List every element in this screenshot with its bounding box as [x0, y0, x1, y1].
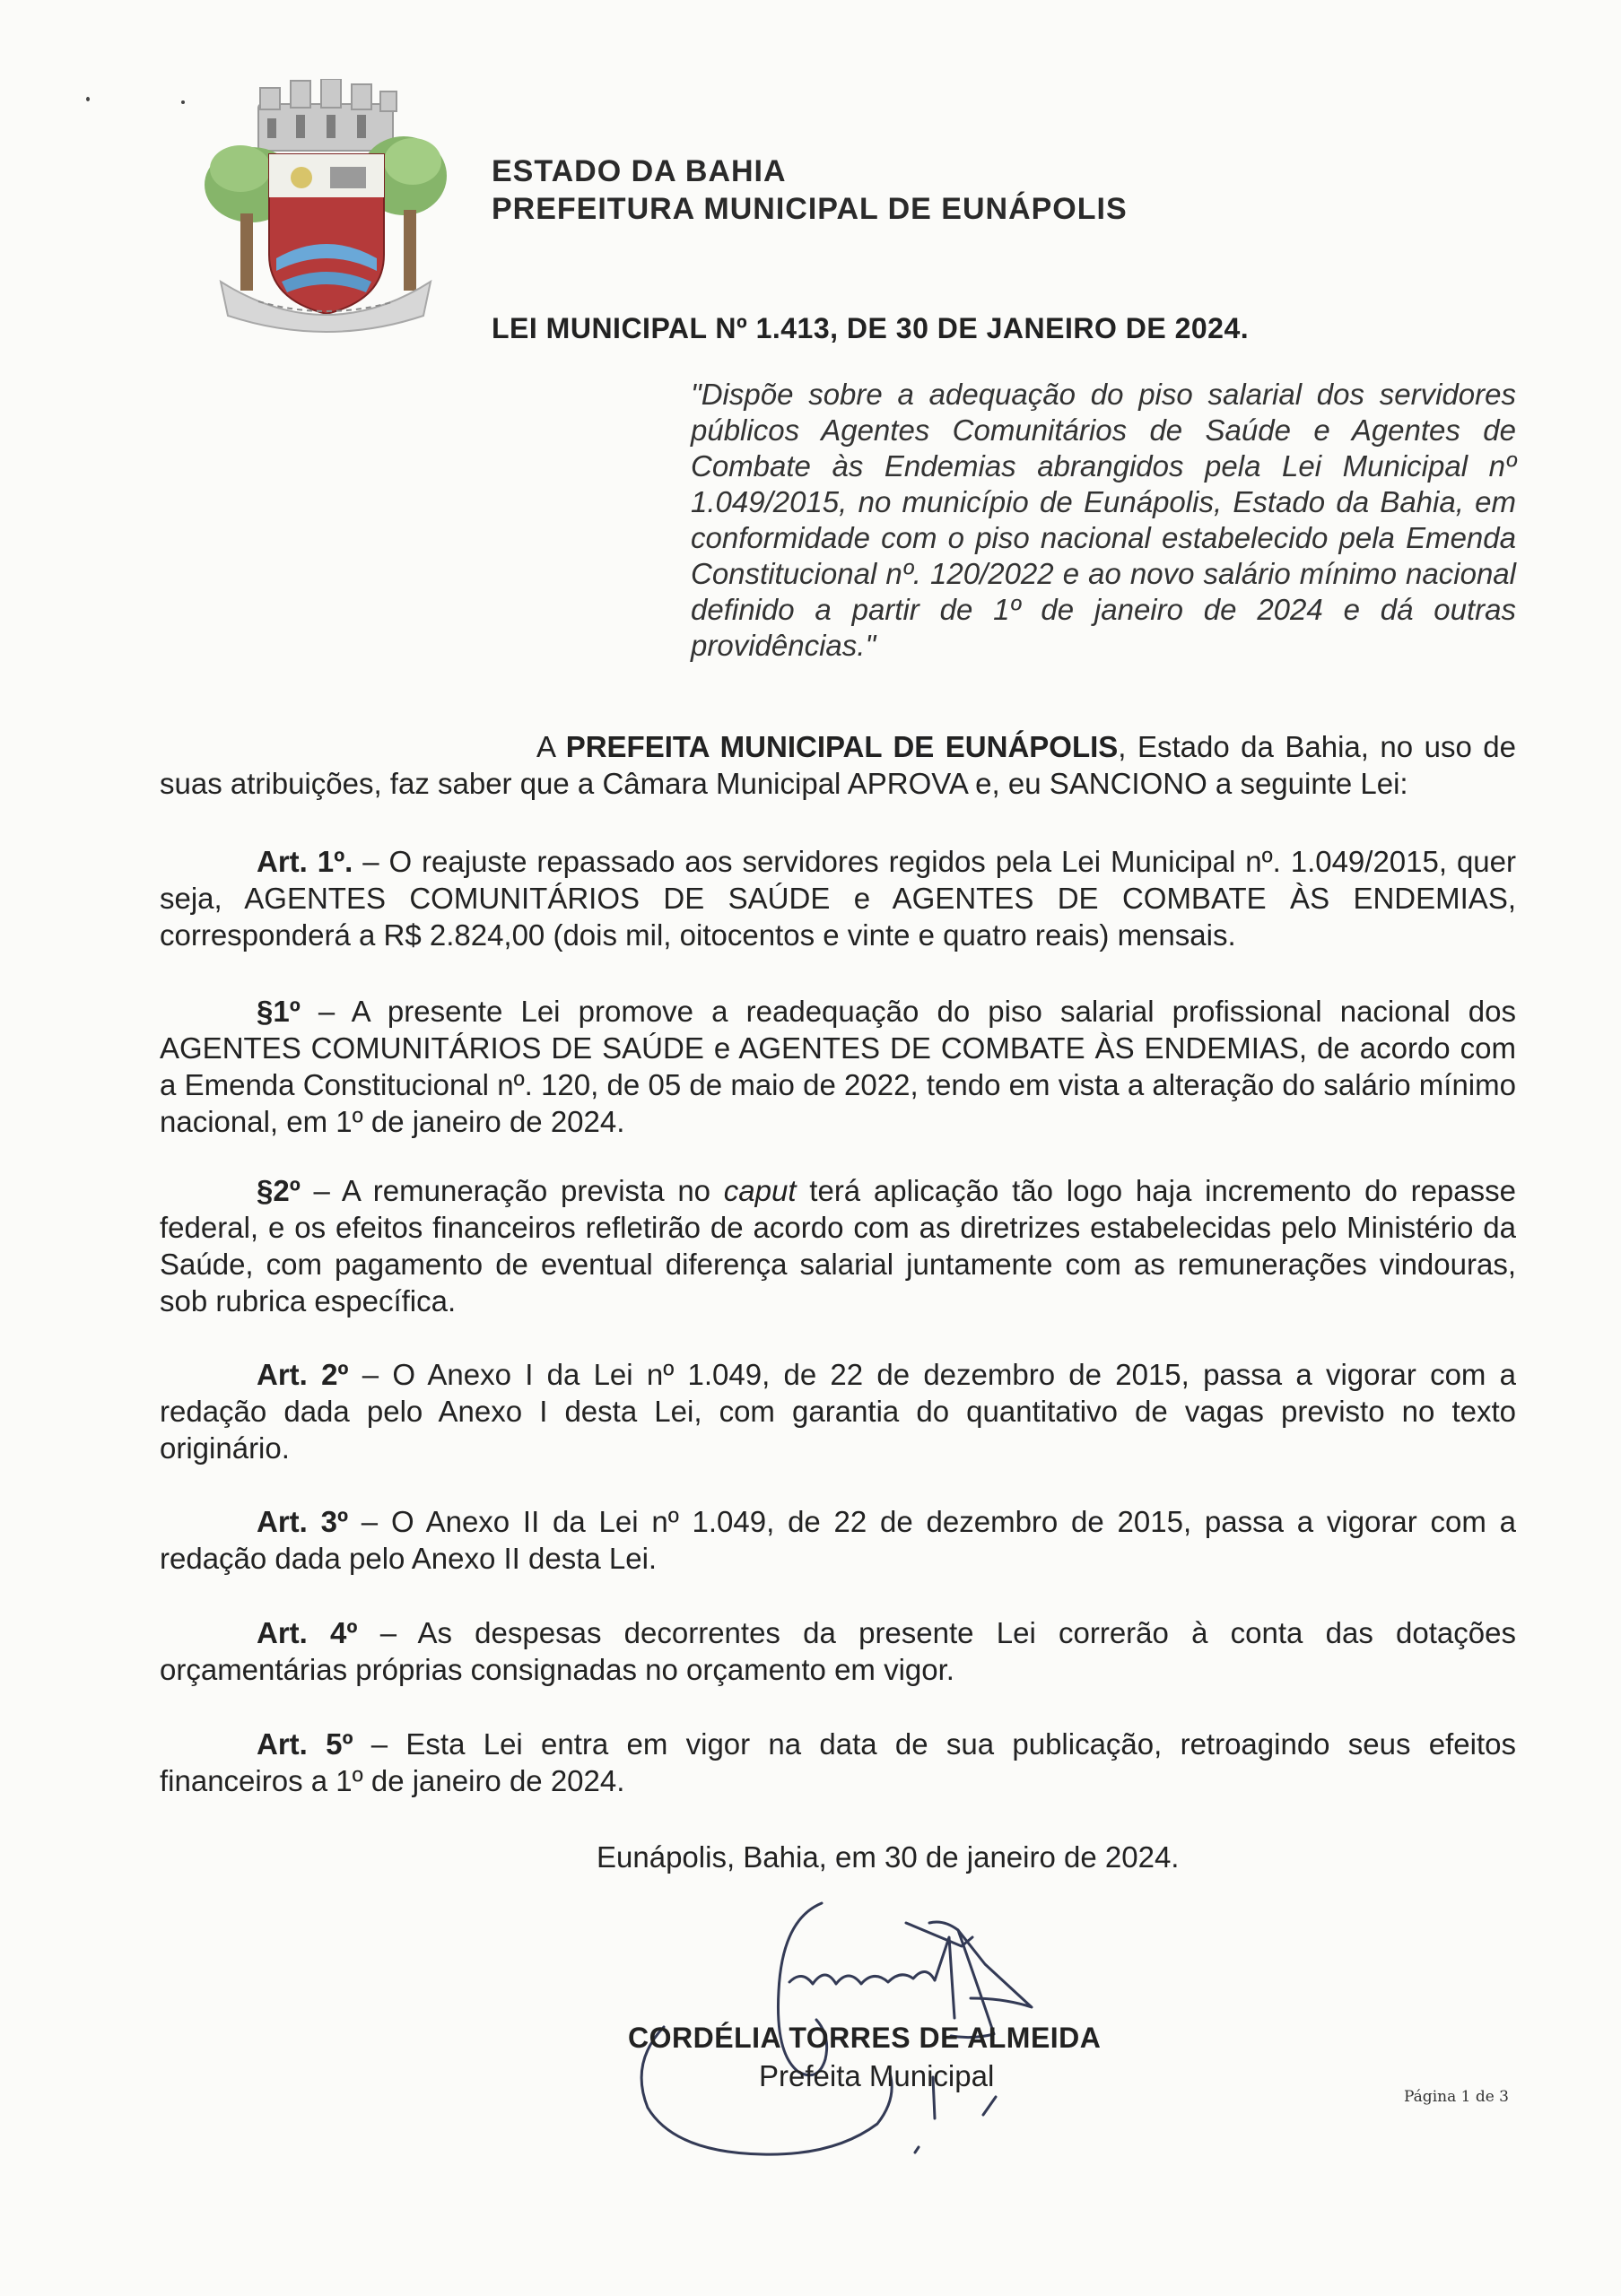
scan-speck — [86, 97, 90, 101]
law-summary: "Dispõe sobre a adequação do piso salarial dos servidores públicos Agentes Comunitários de Saúde e Agentes de Combate às Endemias abrangidos pela Lei Municipal nº 1.049/2015, no município de Eunápolis, Estado da Bahia, em conformidade com o piso nacional estabelecido pela Emenda Constitucional nº. 120/2022 e ao novo salário mínimo nacional definido a partir de 1º de janeiro de 2024 e dá outras providências." — [691, 378, 1516, 662]
article-label: §2º — [257, 1174, 301, 1207]
article-label: Art. 3º — [257, 1505, 349, 1538]
preamble-lead: A — [536, 730, 566, 763]
municipal-crest-icon — [205, 79, 447, 339]
article-label: Art. 5º — [257, 1727, 353, 1761]
article-5 — [160, 1726, 1516, 1799]
preamble-mayor: PREFEITA MUNICIPAL DE EUNÁPOLIS — [565, 730, 1119, 763]
paragraph-1 — [160, 993, 1516, 1140]
closing-date-line: Eunápolis, Bahia, em 30 de janeiro de 2024. — [597, 1840, 1180, 1874]
article-label: Art. 4º — [257, 1616, 358, 1649]
article-label: Art. 2º — [257, 1358, 349, 1391]
article-text: – O reajuste repassado aos servidores regidos pela Lei Municipal nº. 1.049/2015, quer seja, AGENTES COMUNITÁRIOS DE SAÚDE e AGENTES DE COMBATE ÀS ENDEMIAS, corresponderá a R$ 2.824,00 (dois mil, oitocentos e vinte e quatro reais) mensais. — [160, 845, 1516, 952]
article-1 — [160, 843, 1516, 953]
preamble-rest: , Estado da Bahia, no uso de suas atribuições, faz saber que a Câmara Municipal APROVA e, eu SANCIONO a seguinte Lei: — [160, 730, 1517, 800]
article-text: – A presente Lei promove a readequação do piso salarial profissional nacional dos AGENTES COMUNITÁRIOS DE SAÚDE e AGENTES DE COMBATE ÀS ENDEMIAS, de acordo com a Emenda Constitucional nº. 120, de 05 de maio de 2022, tendo em vista a alteração do salário mínimo nacional, em 1º de janeiro de 2024. — [160, 995, 1516, 1138]
article-text: – As despesas decorrentes da presente Lei correrão à conta das dotações orçamentárias próprias consignadas no orçamento em vigor. — [160, 1616, 1516, 1686]
article-text: – O Anexo I da Lei nº 1.049, de 22 de dezembro de 2015, passa a vigorar com a redação dada pelo Anexo I desta Lei, com garantia do quantitativo de vagas previsto no texto originário. — [160, 1358, 1516, 1465]
article-text: terá aplicação tão logo haja incremento do repasse federal, e os efeitos financeiros refletirão de acordo com as diretrizes estabelecidas pelo Ministério da Saúde, com pagamento de eventual diferença salarial juntamente com as remunerações vindouras, sob rubrica específica. — [160, 1174, 1516, 1318]
signatory-name: CORDÉLIA TORRES DE ALMEIDA — [628, 2022, 1102, 2054]
article-label: §1º — [257, 995, 301, 1028]
page-number: Página 1 de 3 — [1404, 2088, 1509, 2106]
article-4 — [160, 1614, 1516, 1688]
paragraph-2 — [160, 1172, 1516, 1319]
scan-speck — [181, 100, 185, 104]
signatory-role: Prefeita Municipal — [759, 2059, 995, 2092]
article-text: – Esta Lei entra em vigor na data de sua publicação, retroagindo seus efeitos financeiros a 1º de janeiro de 2024. — [160, 1727, 1517, 1797]
article-text: – A remuneração prevista no — [300, 1174, 724, 1207]
state-heading: ESTADO DA BAHIA — [492, 154, 787, 188]
article-italic-term: caput — [723, 1174, 797, 1207]
article-3 — [160, 1503, 1516, 1577]
article-2 — [160, 1356, 1516, 1466]
preamble-paragraph — [160, 728, 1516, 802]
municipality-heading: PREFEITURA MUNICIPAL DE EUNÁPOLIS — [492, 192, 1128, 226]
law-title: LEI MUNICIPAL Nº 1.413, DE 30 DE JANEIRO DE 2024. — [492, 312, 1250, 344]
article-label: Art. 1º. — [257, 845, 353, 878]
article-text: – O Anexo II da Lei nº 1.049, de 22 de dezembro de 2015, passa a vigorar com a redação dada pelo Anexo II desta Lei. — [160, 1505, 1517, 1575]
